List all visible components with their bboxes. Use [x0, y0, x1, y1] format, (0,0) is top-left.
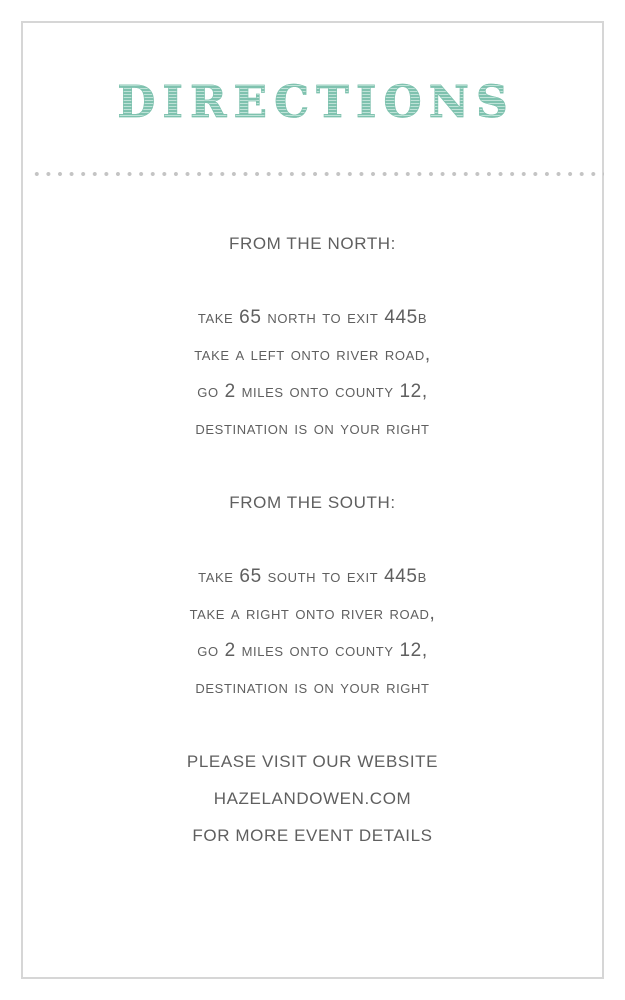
south-line-1: take 65 south to exit 445b — [198, 566, 427, 587]
south-line-4: destination is on your right — [195, 677, 430, 698]
spacer — [23, 521, 602, 558]
south-line-3: go 2 miles onto county 12, — [197, 640, 428, 661]
dotted-divider — [31, 172, 604, 176]
page-title — [23, 78, 602, 128]
north-line-1: take 65 north to exit 445b — [197, 307, 428, 328]
spacer — [23, 706, 602, 743]
north-line-3: go 2 miles onto county 12, — [197, 381, 428, 402]
spacer — [23, 447, 602, 484]
north-line-4: destination is on your right — [195, 418, 430, 439]
north-line-2: take a left onto river road, — [194, 344, 431, 365]
title-text: DIRECTIONS — [117, 77, 515, 128]
south-line-2: take a right onto river road, — [189, 603, 436, 624]
south-heading: FROM THE SOUTH: — [229, 493, 396, 512]
north-heading: FROM THE NORTH: — [228, 234, 397, 253]
website-line-1: PLEASE VISIT OUR WEBSITE — [186, 752, 439, 771]
directions-card — [21, 21, 604, 979]
website-line-3: FOR MORE EVENT DETAILS — [192, 826, 433, 845]
website-url: HAZELANDOWEN.COM — [213, 789, 412, 808]
spacer — [23, 262, 602, 299]
directions-content — [23, 225, 602, 854]
